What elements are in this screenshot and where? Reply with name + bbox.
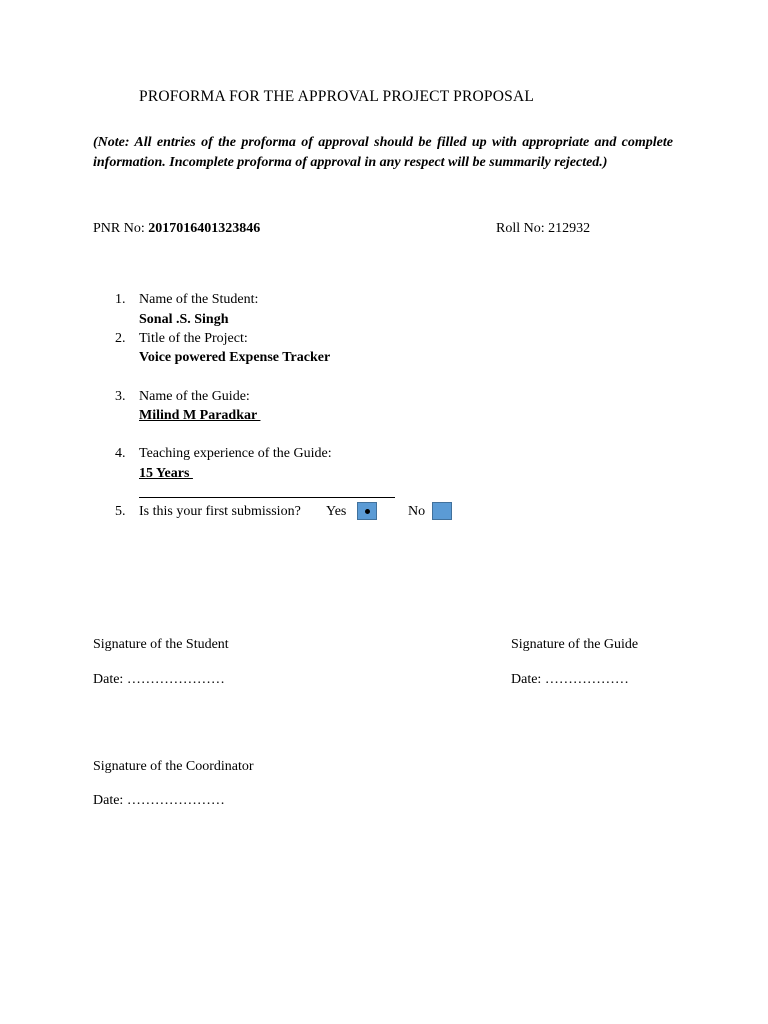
pnr-value: 2017016401323846 bbox=[148, 221, 261, 236]
project-title-value: Voice powered Expense Tracker bbox=[139, 350, 331, 365]
guide-experience-label: Teaching experience of the Guide: bbox=[139, 446, 332, 461]
student-name-label: Name of the Student: bbox=[139, 292, 259, 307]
student-date-field: Date: ………………… bbox=[93, 672, 225, 687]
student-name-value: Sonal .S. Singh bbox=[139, 312, 229, 327]
student-signature-label: Signature of the Student bbox=[93, 637, 229, 652]
no-label: No bbox=[408, 504, 426, 519]
yes-checkbox[interactable] bbox=[357, 502, 377, 520]
project-title-label: Title of the Project: bbox=[139, 331, 248, 346]
field-number: 2. bbox=[115, 331, 126, 346]
no-checkbox[interactable] bbox=[432, 502, 452, 520]
roll-label: Roll No: bbox=[496, 221, 549, 236]
guide-experience-value: 15 Years bbox=[139, 466, 193, 481]
roll-value: 212932 bbox=[548, 221, 591, 236]
guide-date-field: Date: ……………… bbox=[511, 672, 629, 687]
field-number: 5. bbox=[115, 504, 126, 519]
field-number: 3. bbox=[115, 389, 126, 404]
divider-line bbox=[139, 497, 395, 498]
guide-name-value: Milind M Paradkar bbox=[139, 408, 261, 423]
pnr-label: PNR No: bbox=[93, 221, 149, 236]
roll-line bbox=[496, 221, 590, 237]
field-number: 1. bbox=[115, 292, 126, 307]
guide-name-label: Name of the Guide: bbox=[139, 389, 250, 404]
yes-label: Yes bbox=[326, 504, 347, 519]
pnr-line bbox=[93, 221, 260, 237]
selected-dot-icon bbox=[365, 509, 370, 514]
note-paragraph: (Note: All entries of the proforma of approval should be filled up with appropriate and complete information. Incomplete proforma of approval in any respect will be summarily rejected.) bbox=[93, 135, 673, 170]
guide-signature-label: Signature of the Guide bbox=[511, 637, 639, 652]
first-submission-question: Is this your first submission? bbox=[139, 504, 301, 519]
coordinator-signature-label: Signature of the Coordinator bbox=[93, 759, 254, 774]
page-title: PROFORMA FOR THE APPROVAL PROJECT PROPOSAL bbox=[139, 88, 535, 105]
coordinator-date-field: Date: ………………… bbox=[93, 793, 225, 808]
field-number: 4. bbox=[115, 446, 126, 461]
